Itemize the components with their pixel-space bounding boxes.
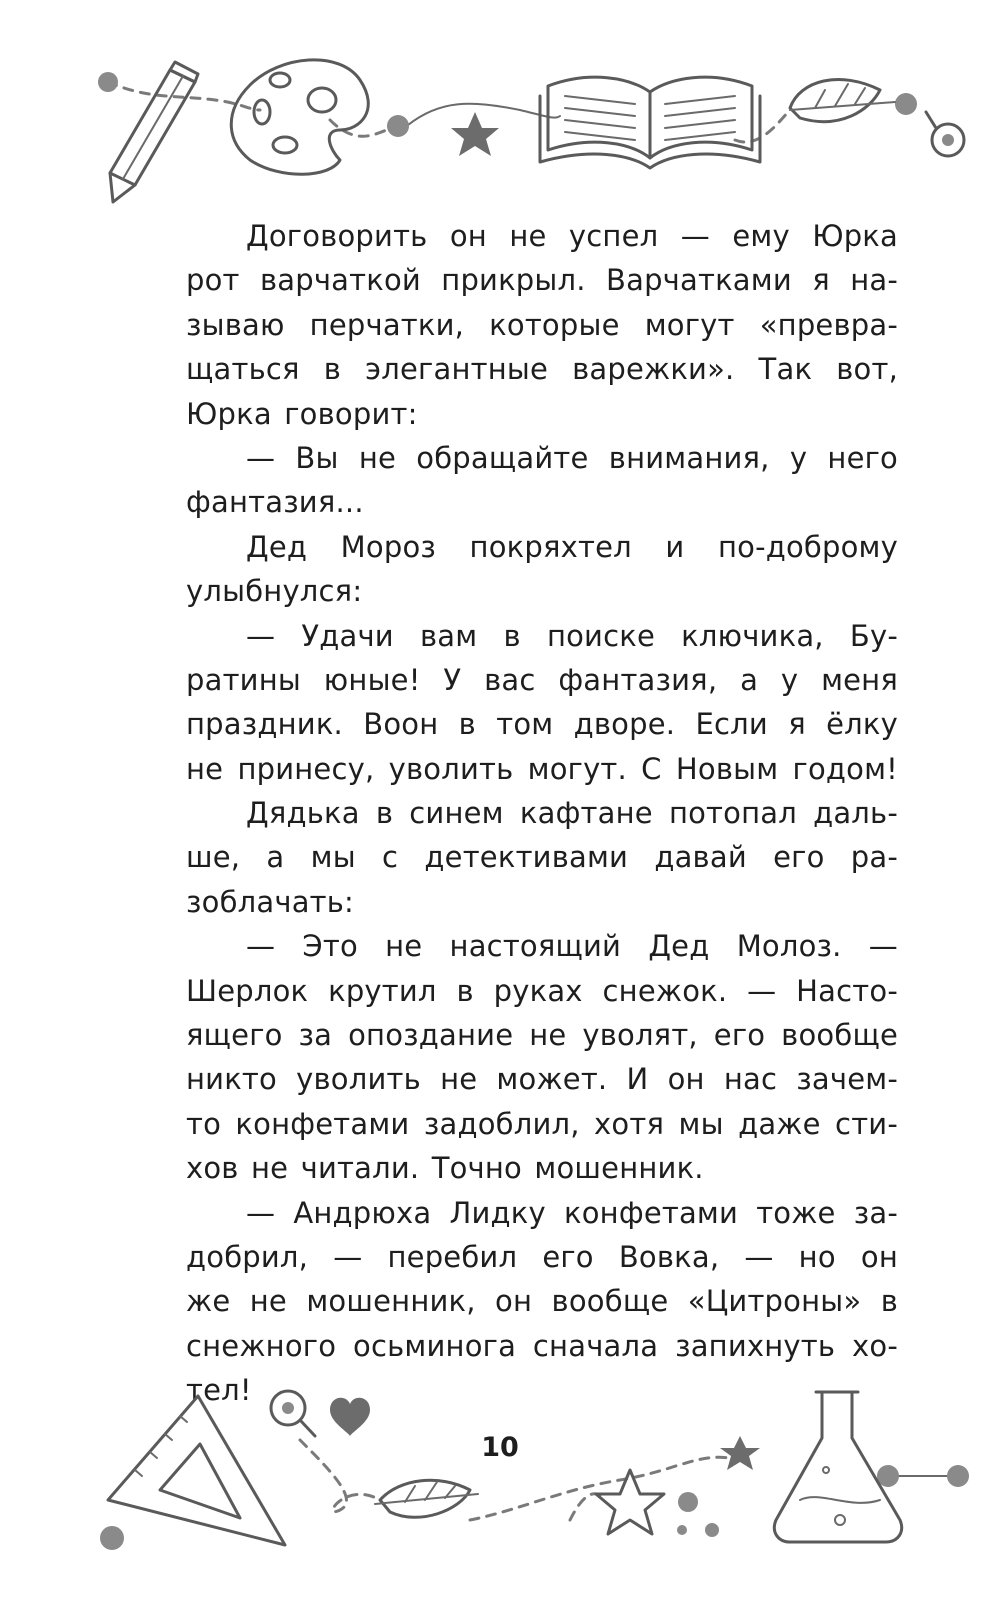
text-line: улыбнулся: <box>186 574 363 609</box>
text-line: хов не читали. Точно мошенник. <box>186 1151 704 1186</box>
text-line: — Андрюха Лидку конфетами тоже за- <box>246 1195 898 1230</box>
text-line: фантазия... <box>186 485 364 520</box>
text-line: Договорить он не успел — ему Юрка <box>246 219 898 253</box>
text-line: — Удачи вам в поиске ключика, Бу- <box>246 618 898 653</box>
top-decoration <box>0 40 1000 230</box>
text-line: то конфетами задоблил, хотя мы даже сти- <box>186 1106 898 1141</box>
leaf-icon <box>790 80 895 122</box>
triangle-ruler-icon <box>108 1396 285 1545</box>
text-line: не принесу, уволить могут. С Новым годом! <box>186 751 898 786</box>
star-icon <box>596 1470 664 1534</box>
text-line: добрил, — перебил его Вовка, — но он <box>186 1239 898 1274</box>
text-line: же не мошенник, он вообще «Цитроны» в <box>186 1284 898 1319</box>
palette-icon <box>231 60 368 174</box>
heart-icon <box>330 1398 370 1436</box>
text-line: щаться в элегантные варежки». Так вот, <box>186 352 898 387</box>
star-icon <box>451 112 499 156</box>
pushpin-icon <box>271 1391 315 1436</box>
body-text <box>186 214 898 1413</box>
pushpin-icon <box>926 112 964 156</box>
text-line: — Вы не обращайте внимания, у него <box>246 440 898 475</box>
text-line: никто уволить не может. И он нас зачем- <box>186 1062 898 1097</box>
star-icon <box>720 1436 760 1470</box>
text-line: ящего за опоздание не уволят, его вообще <box>186 1018 898 1053</box>
text-line: праздник. Воон в том дворе. Если я ёлку <box>186 707 898 742</box>
text-line: тел! <box>186 1373 252 1408</box>
leaf-icon <box>375 1480 478 1517</box>
text-line: Юрка говорит: <box>186 396 418 431</box>
page-number: 10 <box>481 1432 519 1463</box>
text-line: зоблачать: <box>186 884 355 919</box>
bottom-decoration <box>0 1360 1000 1616</box>
text-line: Дед Мороз покряхтел и по-доброму <box>246 529 898 564</box>
text-line: ратины юные! У вас фантазия, а у меня <box>186 662 898 697</box>
text-line: Дядька в синем кафтане потопал даль- <box>246 796 898 831</box>
text-line: ше, а мы с детективами давай его ра- <box>186 840 898 875</box>
text-line: зываю перчатки, которые могут «превра- <box>186 307 898 342</box>
text-line: — Это не настоящий Дед Молоз. — <box>246 929 898 964</box>
text-line: снежного осьминога сначала запихнуть хо- <box>186 1328 898 1363</box>
text-line: Шерлок крутил в руках снежок. — Насто- <box>186 973 898 1008</box>
pencil-icon <box>110 62 198 202</box>
bead-dot <box>98 72 118 92</box>
top-dashed-line <box>108 82 260 110</box>
text-line: рот варчаткой прикрыл. Варчатками я на- <box>186 263 898 298</box>
open-book-icon <box>540 77 760 168</box>
